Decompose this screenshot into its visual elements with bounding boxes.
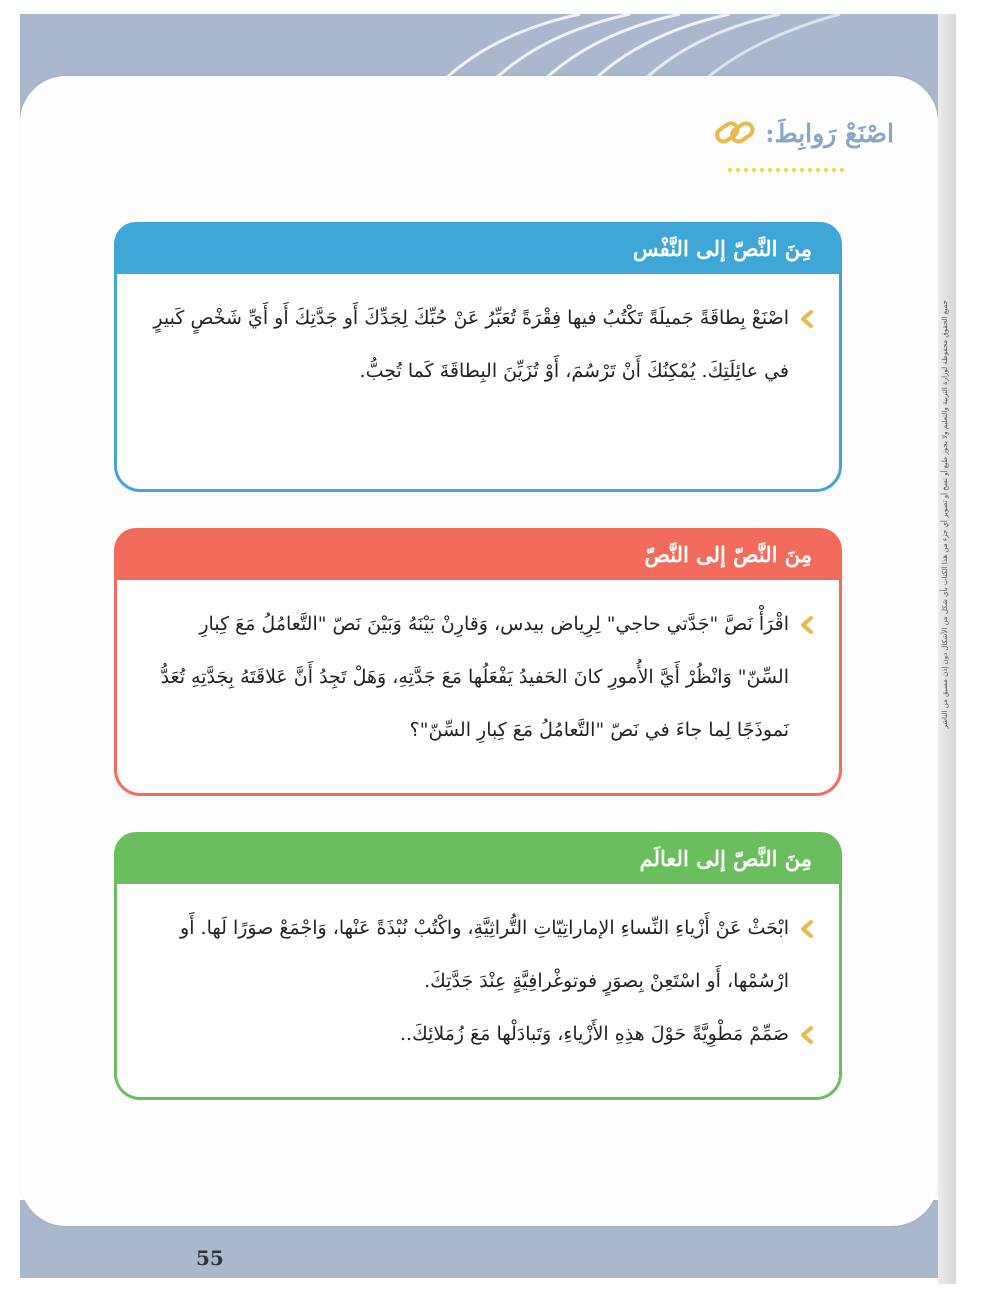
item-text: ابْحَثْ عَنْ أَزْياءِ النِّساءِ الإماراتِيّاتِ التُّراثِيَّةِ، واكْتُبْ نُبْذَةً عَنْها، وَاجْمَعْ صوَرًا لَها. أَو ارْسُمْها، أَو اسْتَعِنْ بِصوَرٍ فوتوغْرافِيَّةٍ عِنْدَ جَدَّتِكَ.: [180, 917, 789, 992]
item-text: اقْرَأْ نَصَّ "جَدَّتي حاجي" لِرِياض بيدس، وَقارِنْ بَيْنَهُ وَبَيْنَ نَصّ "التَّعامُلُ مَعَ كِبارِ السِّنّ" وَانْظُرْ أَيَّ الأُمورِ كانَ الحَفيدُ يَفْعَلُها مَعَ جَدَّتِهِ، وَهَلْ تَجِدُ أَنَّ عَلاقَتَهُ بِجَدَّتِهِ تُعَدُّ نَموذَجًا لِما جاءَ في نَصّ "التَّعامُلُ مَعَ كِبارِ السِّنّ"؟: [160, 613, 789, 741]
card-title: مِنَ النَّصّ إلى النَّصّ: [644, 541, 812, 567]
list-item: [147, 292, 815, 398]
decorative-arcs: [20, 14, 948, 84]
list-item: [147, 902, 815, 1008]
card-title: مِنَ النَّصّ إلى النَّفْس: [632, 235, 812, 261]
dotted-underline: [726, 167, 846, 173]
page-number: 55: [196, 1246, 224, 1270]
chevron-left-icon: [797, 1008, 815, 1061]
side-copyright-note: [938, 300, 956, 990]
card-body: [114, 580, 842, 796]
card-body: [114, 274, 842, 492]
chain-link-icon: [713, 118, 757, 148]
list-item: [147, 598, 815, 757]
side-copyright-text: جميع الحقوق محفوظة لوزارة التربية والتعليم ولا يجوز طبع أو نسخ أو تصوير أي جزء من هذا الكتاب بأي شكل من الأشكال دون إذن مسبق من الناشر: [941, 300, 949, 729]
chevron-left-icon: [797, 902, 815, 955]
chevron-left-icon: [797, 292, 815, 345]
item-text: اصْنَعْ بِطاقَةً جَميلَةً تَكْتُبُ فيها فِقْرَةً تُعَبِّرُ عَنْ حُبِّكَ لِجَدِّكَ أَو جَدَّتِكَ أَو أَيِّ شَخْصٍ كَبيرٍ في عائِلَتِكَ. يُمْكِنُكَ أَنْ تَرْسُمَ، أَوْ تُزَيِّنَ البِطاقَةَ كَما تُحِبُّ.: [153, 307, 789, 382]
card-body: [114, 884, 842, 1100]
section-header: [713, 118, 894, 148]
card-text-to-self: [114, 222, 842, 492]
card-text-to-world: [114, 832, 842, 1100]
item-text: صَمِّمْ مَطْوِيَّةً حَوْلَ هذِهِ الأَزْياءِ، وَتَبادَلْها مَعَ زُمَلائِكَ..: [400, 1023, 789, 1045]
card-header: [114, 222, 842, 274]
card-header: [114, 832, 842, 884]
list-item: [147, 1008, 815, 1061]
chevron-left-icon: [797, 598, 815, 651]
card-text-to-text: [114, 528, 842, 796]
section-title: اصْنَعْ رَوابِطَ:: [765, 118, 894, 148]
card-header: [114, 528, 842, 580]
card-title: مِنَ النَّصّ إلى العالَم: [639, 845, 812, 871]
